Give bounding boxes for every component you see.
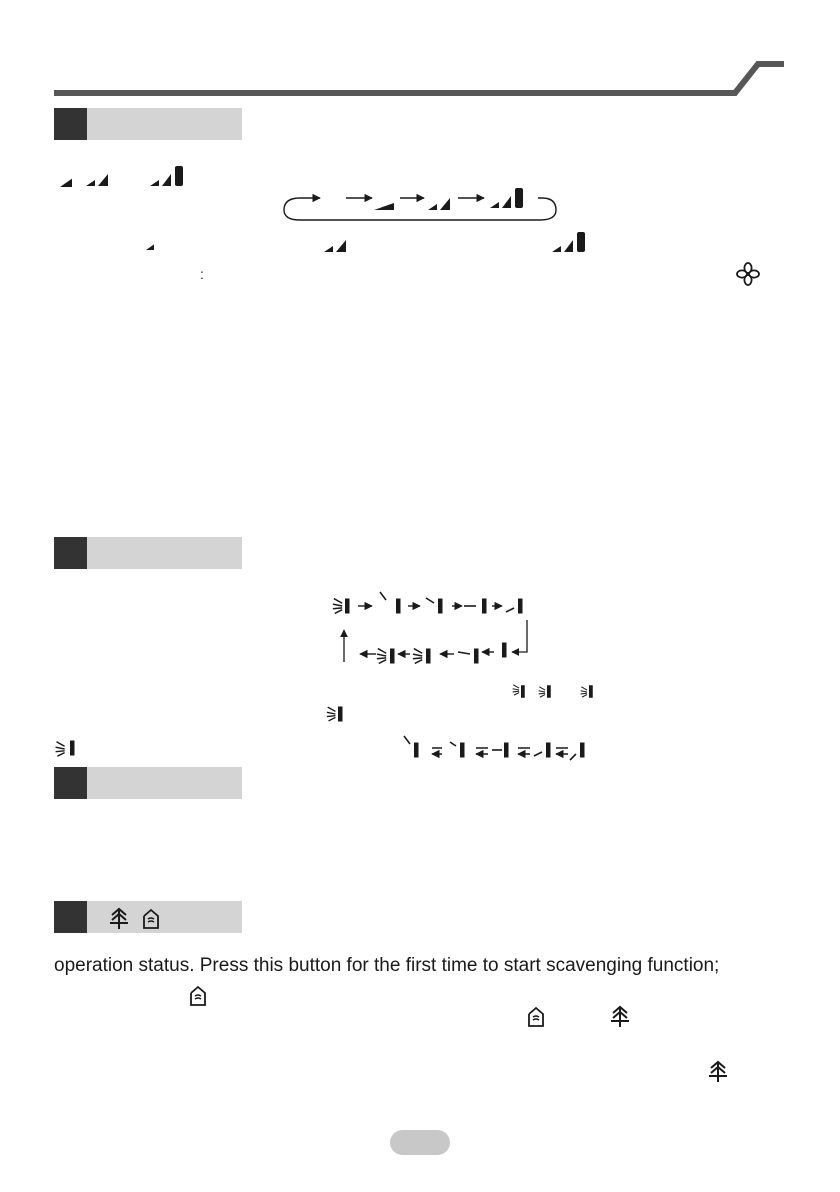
section-marker (54, 108, 87, 140)
section-marker (54, 901, 87, 933)
cycle-speed-medium-icon (428, 196, 452, 210)
speed-medium-icon (86, 172, 110, 186)
swing-all-icon (326, 705, 348, 725)
house-air-icon (188, 984, 208, 1006)
section-marker (54, 767, 87, 799)
section-header-swing (54, 537, 242, 569)
speed-high-icon (552, 232, 586, 252)
tree-icon (708, 1060, 728, 1082)
tree-icon (610, 1005, 630, 1027)
swing-position-icons (512, 683, 612, 703)
colon-mark: : (200, 266, 204, 282)
swing-cycle-diagram (320, 590, 540, 670)
speed-high-icon (150, 166, 184, 186)
speed-low-icon (145, 242, 155, 250)
health-text-line-1: operation status. Press this button for the first time to start scavenging function; (54, 955, 720, 976)
section-header-health (54, 901, 242, 933)
section-header-3 (54, 767, 242, 799)
page-number-pill (390, 1130, 450, 1155)
header-rule (0, 0, 840, 110)
speed-medium-icon (324, 238, 348, 252)
swing-oscillate-icons (404, 736, 594, 762)
tree-icon (109, 907, 129, 929)
house-air-icon (526, 1005, 546, 1027)
house-air-icon (141, 907, 161, 929)
swing-all-icon (54, 738, 84, 760)
fan-icon (736, 262, 760, 286)
speed-low-icon (60, 175, 72, 187)
cycle-speed-high-icon (490, 188, 524, 208)
cycle-speed-low-icon (374, 200, 396, 210)
section-marker (54, 537, 87, 569)
section-header-fan-speed (54, 108, 242, 140)
